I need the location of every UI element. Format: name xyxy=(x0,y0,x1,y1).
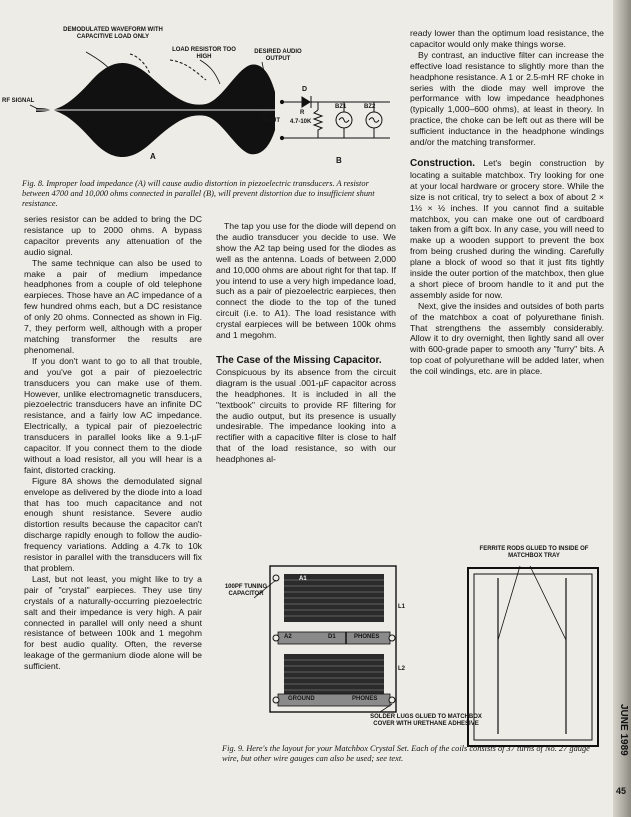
label-d1: D1 xyxy=(328,634,336,640)
label-coil-l2: L2 xyxy=(398,666,406,672)
col1-paragraph-2: The same technique can also be used to make a pair of medium impedance headphones from a couple of old telephone earpieces. Those have an AC impedance of a few hundred ohms each, but a DC resistance of only 20 ohms. Connected as shown in Fig. 7, they perform well, although with a proper matching transformer the results are phenomenal. xyxy=(24,257,202,355)
label-phones-top: PHONES xyxy=(354,634,380,640)
col3-paragraph-2: By contrast, an inductive filter can increase the effective load resistance to slightly more than the headphone resistance. A 1 or 2.5-mH RF choke in series with the diode may well improve the performance with low impedance headphones (typically 1,000–600 ohms), at least in theory. In practice, the choke can be left out as there will be sufficient inductance in the headphone windings and/or the matching transformer. xyxy=(410,49,604,148)
construction-heading: Construction. xyxy=(410,157,475,169)
label-load-resistor: LOAD RESISTOR TOO HIGH xyxy=(172,47,236,60)
label-diode-d: D xyxy=(302,86,308,93)
label-coil-l1: L1 xyxy=(398,604,406,610)
figure-9-caption: Fig. 9. Here's the layout for your Matchbox Crystal Set. Each of the coils consists of 37 turns of No. 27 gauge wire, but other wire gauges can also be used; see text. xyxy=(222,744,590,763)
col1-paragraph-5: Last, but not least, you might like to try a pair of "crystal" earpieces. They use tiny crystals of a naturally-occurring piezoelectric salt and their impedance is very high. A pair connected in parallel will only need a shunt resistance of between 100k and 1 megohm for best audio quality. Often, the reverse leakage of the germanium diode alone will be sufficient. xyxy=(24,573,202,672)
masthead-date: JUNE 1989 xyxy=(618,704,629,756)
label-bz1: BZ1 xyxy=(335,104,347,110)
label-rf-signal: RF SIGNAL xyxy=(2,98,35,104)
col2-paragraph-2: Conspicuous by its absence from the circuit diagram is the usual .001-µF capacitor across the headphones. It is included in all the "textbook" circuits to provide RF filtering for the audio output, but its presence is usually undesirable. The impedance looking into a rectifier with a capacitive filter is close to half that of the load resistance, so with our headphones al- xyxy=(216,366,396,465)
label-tuning-capacitor: 100PF TUNING CAPACITOR xyxy=(224,584,268,597)
page-number: 45 xyxy=(615,786,626,796)
col1-paragraph-3: If you don't want to go to all that trouble, and you've got a pair of piezoelectric transducers you can make use of them. However, unlike electromagnetic transducers, piezoelectric transducers have an infinite DC resistance, and a fairly low AC impedance. Electrically, a typical pair of piezoelectric transducers in parallel looks like a 9.1-µF capacitor. If you connect them to the diode without a load resistor, all you will hear is a faint, distorted cracking. xyxy=(24,355,202,475)
missing-capacitor-heading: The Case of the Missing Capacitor. xyxy=(216,354,382,366)
label-a2: A2 xyxy=(284,634,292,640)
col3-paragraph-4: Next, give the insides and outsides of both parts of the matchbox a coat of polyurethane finish. That strengthens the assembly considerably. Allow it to dry overnight, then lightly sand all over with 600-grade paper to smooth any "furry" bits. A top coat of polyurethane will be added later, when the coil windings, etc. are in place. xyxy=(410,300,604,377)
label-demodulated-waveform: DEMODULATED WAVEFORM WITH CAPACITIVE LOAD ONLY xyxy=(63,27,163,40)
label-ferrite-rods: FERRITE RODS GLUED TO INSIDE OF MATCHBOX TRAY xyxy=(479,546,589,559)
label-part-a: A xyxy=(150,152,156,161)
label-resistor-value: 4.7-10K xyxy=(290,119,312,125)
col1-paragraph-1: series resistor can be added to bring the DC resistance up to 2000 ohms. A bypass capacitor prevents any attenuation of the audio signal. xyxy=(24,214,202,257)
col3-paragraph-1: ready lower than the optimum load resistance, the capacitor would only make things worse. xyxy=(410,28,604,49)
label-solder-lugs: SOLDER LUGS GLUED TO MATCHBOX COVER WITH URETHANE ADHESIVE xyxy=(370,714,482,727)
figure-8-caption: Fig. 8. Improper load impedance (A) will cause audio distortion in piezoelectric transducers. A resistor between 4700 and 10,000 ohms connected in parallel (B), will prevent distortion due to insufficient shunt resistance. xyxy=(22,179,375,208)
label-bz2: BZ2 xyxy=(364,104,376,110)
col3-paragraph-3: Let's begin construction by locating a suitable matchbox. Try looking for one at your local hardware or grocery store. While the size is not critical, try to select a box of about 2 × 1½ × ½ inches. If you cannot find a suitable matchbox, you can make one out of cardboard taken from a gift box. In any case, you will need to make up a wooden support to prevent the box from being crushed during the winding. Carefully plane a block of wood so that it just fits tightly inside the outer portion of the matchbox, then glue a short piece of broom handle to it and put the assembly aside for now. xyxy=(410,157,605,300)
label-part-b: B xyxy=(336,156,342,165)
label-ground: GROUND xyxy=(288,696,315,702)
label-phones-bottom: PHONES xyxy=(352,696,378,702)
col1-paragraph-4: Figure 8A shows the demodulated signal envelope as delivered by the diode into a load that has too much capacitance and not enough shunt resistance. Severe audio distortion results because the capacitor can't discharge rapidly enough to follow the audio-frequency variations. Adding a 4.7k to 10k resistor in parallel with the transducers will fix that problem. xyxy=(24,475,202,573)
label-rf-input: RF INPUT xyxy=(262,111,280,124)
label-resistor-r: R xyxy=(300,110,305,116)
col2-paragraph-1: The tap you use for the diode will depend on the audio transducer you decide to use. We show the A2 tap being used for the diodes as well as the antenna. Loads of between 2,000 and 10,000 ohms are about right for that tap. If you intend to use a very high impedance load, such as a pair of piezoelectric earpieces, then connect the diode to the top of the tuned circuit (i.e. to A1). The load resistance with crystal earpieces will be between 100k ohms and 1 megohm. xyxy=(216,221,396,341)
label-desired-audio: DESIRED AUDIO OUTPUT xyxy=(254,49,302,62)
label-a1: A1 xyxy=(299,576,307,582)
